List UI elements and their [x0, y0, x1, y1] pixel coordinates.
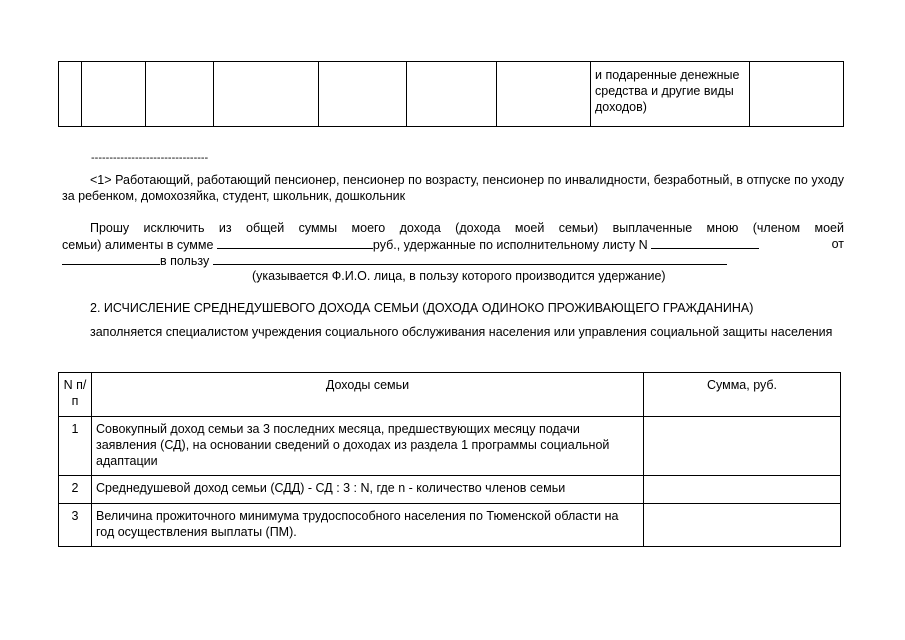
row-num: 2 — [59, 476, 92, 504]
table-cell — [497, 62, 591, 127]
writ-number-field[interactable] — [651, 236, 759, 249]
table-row — [59, 504, 841, 547]
request-text-alimony: семьи) алименты в сумме — [62, 238, 214, 252]
beneficiary-note: (указывается Ф.И.О. лица, в пользу которого производится удержание) — [252, 269, 666, 283]
request-text-in-favor: в пользу — [160, 254, 210, 268]
row-sum[interactable] — [644, 417, 841, 476]
table-row — [59, 417, 841, 476]
table-cell — [407, 62, 497, 127]
top-table — [58, 61, 844, 127]
request-line-3 — [62, 252, 727, 269]
alimony-sum-field[interactable] — [217, 236, 373, 249]
section-subtitle: заполняется специалистом учреждения социального обслуживания населения или управления социальной защиты населения — [90, 325, 833, 339]
table-row — [59, 62, 844, 127]
table-cell — [82, 62, 146, 127]
request-text-withheld: руб., удержанные по исполнительному листу N — [372, 238, 648, 252]
row-text: Среднедушевой доход семьи (СДД) - СД : 3 : N, где n - количество членов семьи — [92, 476, 644, 504]
header-income: Доходы семьи — [92, 373, 644, 417]
footnote-text: <1> Работающий, работающий пенсионер, пенсионер по возрасту, пенсионер по инвалидности, безработный, в отпуске по уходу за ребенком, домохозяйка, студент, школьник, дошкольник — [62, 173, 844, 203]
writ-date-field[interactable] — [62, 252, 160, 265]
beneficiary-name-field[interactable] — [213, 252, 727, 265]
table-header-row — [59, 373, 841, 417]
request-line-1: Прошу исключить из общей суммы моего дохода (дохода моей семьи) выплаченные мною (членом моей — [90, 221, 844, 235]
table-cell — [146, 62, 214, 127]
header-num: N п/п — [59, 373, 92, 417]
footnote-separator: -------------------------------- — [91, 152, 209, 164]
table-cell — [319, 62, 407, 127]
table-cell — [750, 62, 844, 127]
row-text: Совокупный доход семьи за 3 последних месяца, предшествующих месяцу подачи заявления (СД), на основании сведений о доходах из раздела 1 программы социальной адаптации — [92, 417, 644, 476]
table-cell-other-income — [591, 62, 750, 127]
table-row — [59, 476, 841, 504]
request-text-from: от — [831, 237, 844, 251]
header-sum: Сумма, руб. — [644, 373, 841, 417]
row-num: 1 — [59, 417, 92, 476]
row-sum[interactable] — [644, 476, 841, 504]
row-sum[interactable] — [644, 504, 841, 547]
row-text: Величина прожиточного минимума трудоспособного населения по Тюменской области на год осуществления выплаты (ПМ). — [92, 504, 644, 547]
request-line-2 — [62, 236, 844, 253]
row-num: 3 — [59, 504, 92, 547]
cell-text: и подаренные денежные средства и другие виды доходов) — [595, 68, 740, 114]
table-cell — [214, 62, 319, 127]
table-cell — [59, 62, 82, 127]
income-table — [58, 372, 841, 547]
section-title: 2. ИСЧИСЛЕНИЕ СРЕДНЕДУШЕВОГО ДОХОДА СЕМЬИ (ДОХОДА ОДИНОКО ПРОЖИВАЮЩЕГО ГРАЖДАНИНА) — [90, 301, 754, 315]
